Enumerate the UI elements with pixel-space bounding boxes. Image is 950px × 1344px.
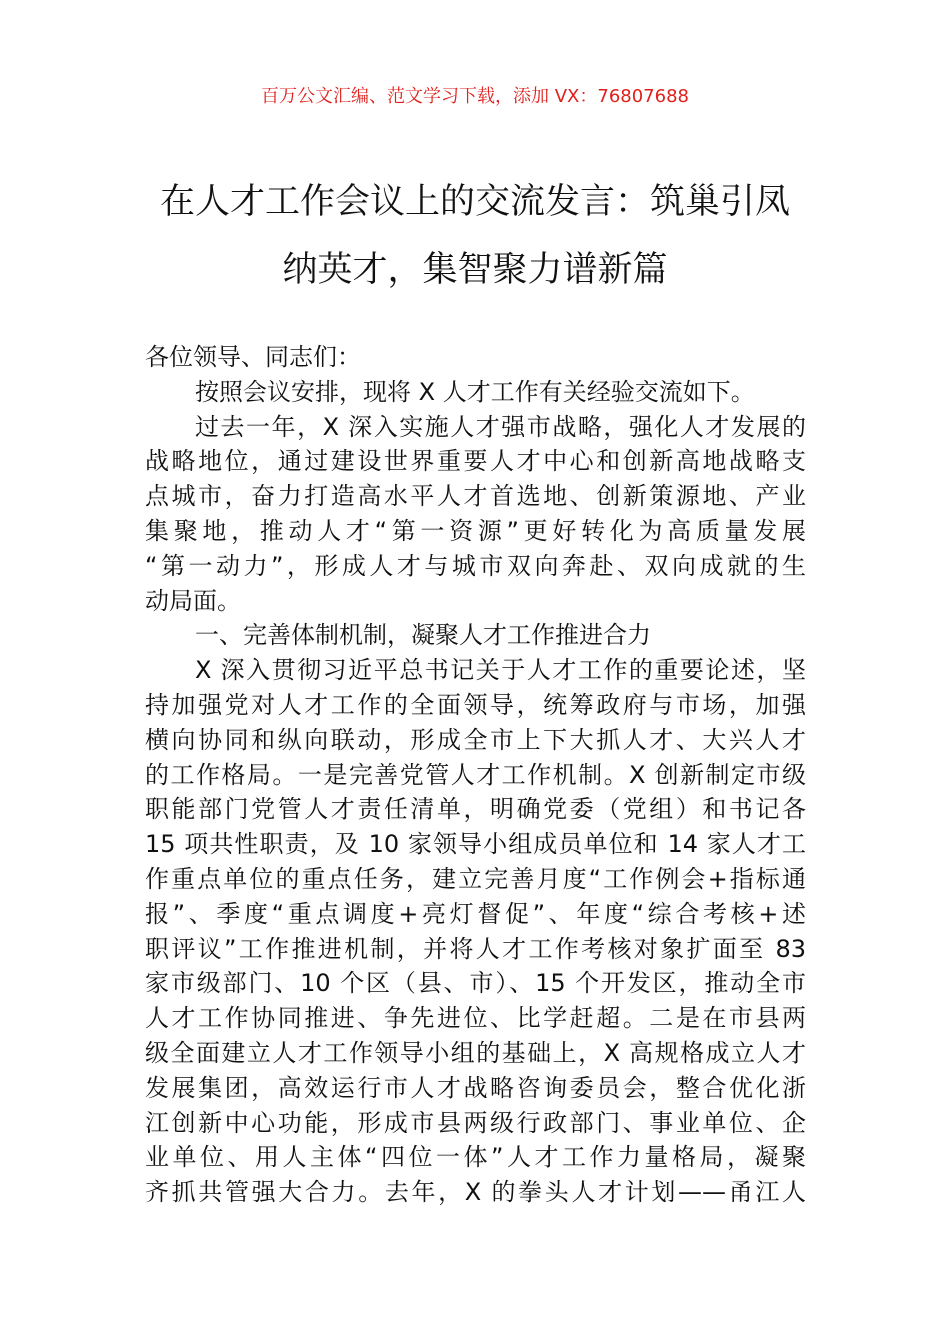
body-text-line: 按照会议安排，现将 X 人才工作有关经验交流如下。 xyxy=(195,377,755,406)
body-text-line: 点城市，奋力打造高水平人才首选地、创新策源地、产业 xyxy=(145,482,806,511)
body-text-line: 报”、季度“重点调度+亮灯督促”、年度“综合考核+述 xyxy=(145,899,806,928)
body-text-line: 级全面建立人才工作领导小组的基础上，X 高规格成立人才 xyxy=(145,1038,806,1067)
body-text-line: 人才工作协同推进、争先进位、比学赶超。二是在市县两 xyxy=(145,1004,806,1033)
document-title-line-2: 纳英才，集智聚力谱新篇 xyxy=(282,250,668,290)
body-text-line: X 深入贯彻习近平总书记关于人才工作的重要论述，坚 xyxy=(195,656,806,685)
body-text-line: 15 项共性职责，及 10 家领导小组成员单位和 14 家人才工 xyxy=(145,830,806,859)
body-text-line: 战略地位，通过建设世界重要人才中心和创新高地战略支 xyxy=(145,447,806,476)
body-text-line: 持加强党对人才工作的全面领导，统筹政府与市场，加强 xyxy=(145,690,806,719)
body-text-line: 齐抓共管强大合力。去年，X 的拳头人才计划——甬江人 xyxy=(145,1178,806,1207)
body-text-line: 过去一年，X 深入实施人才强市战略，强化人才发展的 xyxy=(195,412,806,441)
body-text-line: 各位领导、同志们： xyxy=(145,343,361,371)
body-text-line: 横向协同和纵向联动，形成全市上下大抓人才、大兴人才 xyxy=(145,725,806,754)
body-text-line: 动局面。 xyxy=(145,586,241,615)
download-banner: 百万公文汇编、范文学习下载，添加 VX：76807688 xyxy=(261,86,689,107)
body-text-line: 发展集团，高效运行市人才战略咨询委员会，整合优化浙 xyxy=(145,1073,806,1102)
body-text-line: 职能部门党管人才责任清单，明确党委（党组）和书记各 xyxy=(145,795,806,824)
body-text-line: 业单位、用人主体“四位一体”人才工作力量格局，凝聚 xyxy=(145,1143,806,1172)
body-text-line: 集聚地，推动人才“第一资源”更好转化为高质量发展 xyxy=(145,516,806,545)
body-text-line: 职评议”工作推进机制，并将人才工作考核对象扩面至 83 xyxy=(145,934,806,963)
body-text-line: 一、完善体制机制，凝聚人才工作推进合力 xyxy=(195,621,651,650)
body-text-line: 的工作格局。一是完善党管人才工作机制。X 创新制定市级 xyxy=(145,760,806,789)
body-text-line: 家市级部门、10 个区（县、市）、15 个开发区，推动全市 xyxy=(145,969,806,998)
body-text-line: 作重点单位的重点任务，建立完善月度“工作例会+指标通 xyxy=(145,864,806,893)
document-title-line-1: 在人才工作会议上的交流发言：筑巢引凤 xyxy=(159,182,790,222)
body-text-line: 江创新中心功能，形成市县两级行政部门、事业单位、企 xyxy=(145,1108,806,1137)
document-body xyxy=(145,340,806,1210)
body-text-line: “第一动力”，形成人才与城市双向奔赴、双向成就的生 xyxy=(145,551,806,580)
